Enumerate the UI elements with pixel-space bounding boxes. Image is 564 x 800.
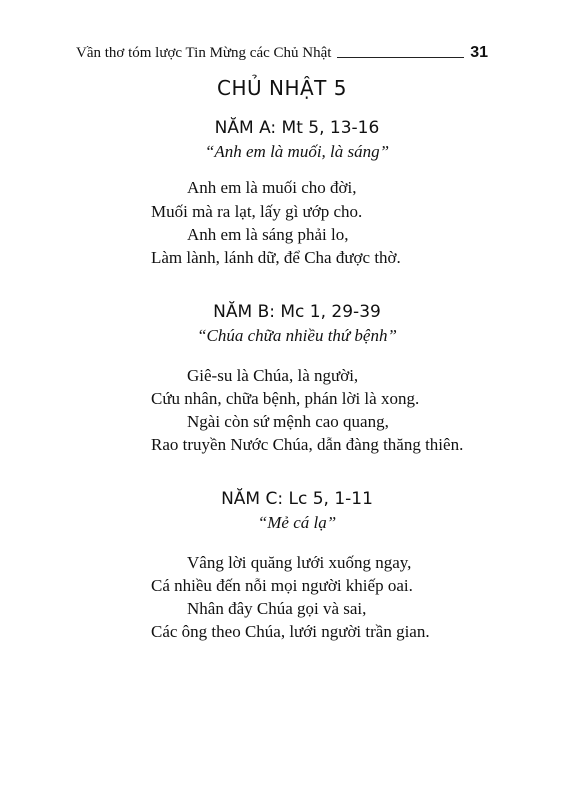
header-rule [337, 57, 464, 58]
verse-line: Cứu nhân, chữa bệnh, phán lời là xong. [151, 389, 420, 408]
section-year-a [0, 118, 564, 162]
verse-line: Anh em là muối cho đời, [187, 178, 357, 197]
page-title: CHỦ NHẬT 5 [217, 76, 347, 100]
section-subtitle: “Anh em là muối, là sáng” [204, 142, 390, 161]
page-number: 31 [470, 44, 488, 61]
verse-line: Muối mà ra lạt, lấy gì ướp cho. [151, 202, 363, 221]
verse-line: Giê-su là Chúa, là người, [187, 366, 359, 385]
section-subtitle: “Mẻ cá lạ” [257, 513, 337, 532]
verse-line: Anh em là sáng phải lo, [187, 225, 349, 244]
verse-line: Vâng lời quăng lưới xuống ngay, [187, 553, 412, 572]
verse-line: Làm lành, lánh dữ, để Cha được thờ. [151, 248, 401, 267]
section-heading: NĂM C: Lc 5, 1-11 [221, 489, 373, 509]
verse-line: Ngài còn sứ mệnh cao quang, [187, 412, 389, 431]
section-year-c [0, 489, 564, 533]
verse-line: Các ông theo Chúa, lưới người trần gian. [151, 622, 430, 641]
running-header [76, 38, 488, 62]
verse-line: Nhân đây Chúa gọi và sai, [187, 599, 367, 618]
section-year-b [0, 302, 564, 346]
section-heading: NĂM A: Mt 5, 13-16 [214, 118, 380, 138]
verse-line: Cá nhiều đến nỗi mọi người khiếp oai. [151, 576, 413, 595]
running-title: Vần thơ tóm lược Tin Mừng các Chủ Nhật [76, 45, 332, 61]
section-subtitle: “Chúa chữa nhiều thứ bệnh” [197, 326, 397, 345]
section-heading: NĂM B: Mc 1, 29-39 [213, 302, 381, 322]
verse-line: Rao truyền Nước Chúa, dẫn đàng thăng thiên. [151, 435, 464, 454]
